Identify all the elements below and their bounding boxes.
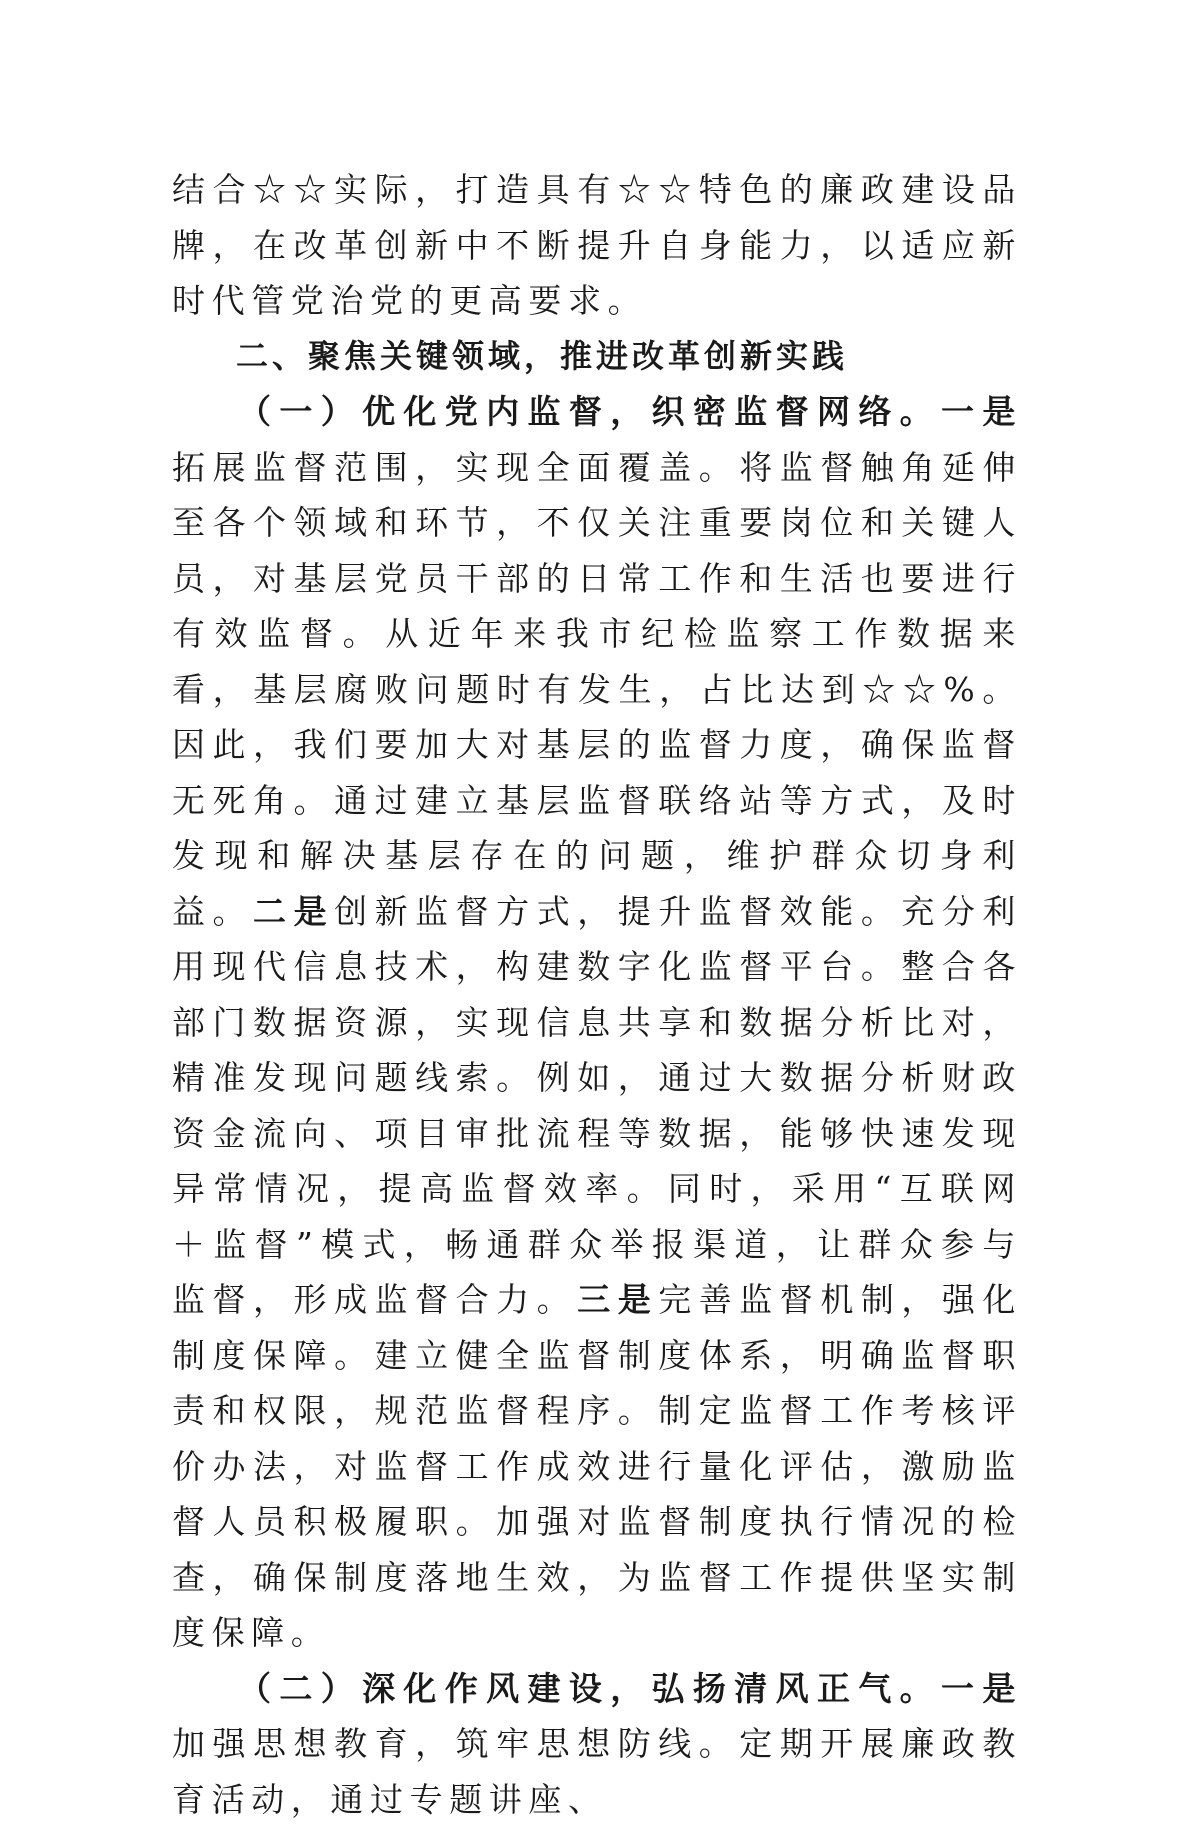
document-page <box>172 162 1022 1827</box>
point-text-2-1: 加强思想教育，筑牢思想防线。定期开展廉政教育活动，通过专题讲座、 <box>172 1724 1022 1819</box>
point-text-2: 创新监督方式，提升监督效能。充分利用现代信息技术，构建数字化监督平台。整合各部门数据资源，实现信息共享和数据分析比对，精准发现问题线索。例如，通过大数据分析财政资金流向、项目审批流程等数据，能够快速发现异常情况，提高监督效率。同时，采用“互联网＋监督”模式，畅通群众举报渠道，让群众参与监督，形成监督合力。 <box>172 892 1022 1320</box>
paragraph-intro-tail: 结合☆☆实际，打造具有☆☆特色的廉政建设品牌，在改革创新中不断提升自身能力，以适应新时代管党治党的更高要求。 <box>172 162 1022 329</box>
point-lead-2-1: 一是 <box>941 1669 1022 1708</box>
subsection-title-1: （一）优化党内监督，织密监督网络。 <box>238 392 941 431</box>
paragraph-section-1 <box>172 384 1022 1661</box>
point-text-1: 拓展监督范围，实现全面覆盖。将监督触角延伸至各个领域和环节，不仅关注重要岗位和关键人员，对基层党员干部的日常工作和生活也要进行有效监督。从近年来我市纪检监察工作数据来看，基层腐败问题时有发生，占比达到☆☆%。因此，我们要加大对基层的监督力度，确保监督无死角。通过建立基层监督联络站等方式，及时发现和解决基层存在的问题，维护群众切身利益。 <box>172 448 1022 931</box>
section-heading-2: 二、聚焦关键领域，推进改革创新实践 <box>172 329 1022 385</box>
subsection-title-2: （二）深化作风建设，弘扬清风正气。 <box>238 1669 941 1708</box>
paragraph-section-2 <box>172 1661 1022 1827</box>
point-text-3: 完善监督机制，强化制度保障。建立健全监督制度体系，明确监督职责和权限，规范监督程序。制定监督工作考核评价办法，对监督工作成效进行量化评估，激励监督人员积极履职。加强对监督制度执行情况的检查，确保制度落地生效，为监督工作提供坚实制度保障。 <box>172 1280 1022 1652</box>
point-lead-3: 三是 <box>577 1280 658 1319</box>
point-lead-1: 一是 <box>941 392 1022 431</box>
point-lead-2: 二是 <box>253 892 334 931</box>
